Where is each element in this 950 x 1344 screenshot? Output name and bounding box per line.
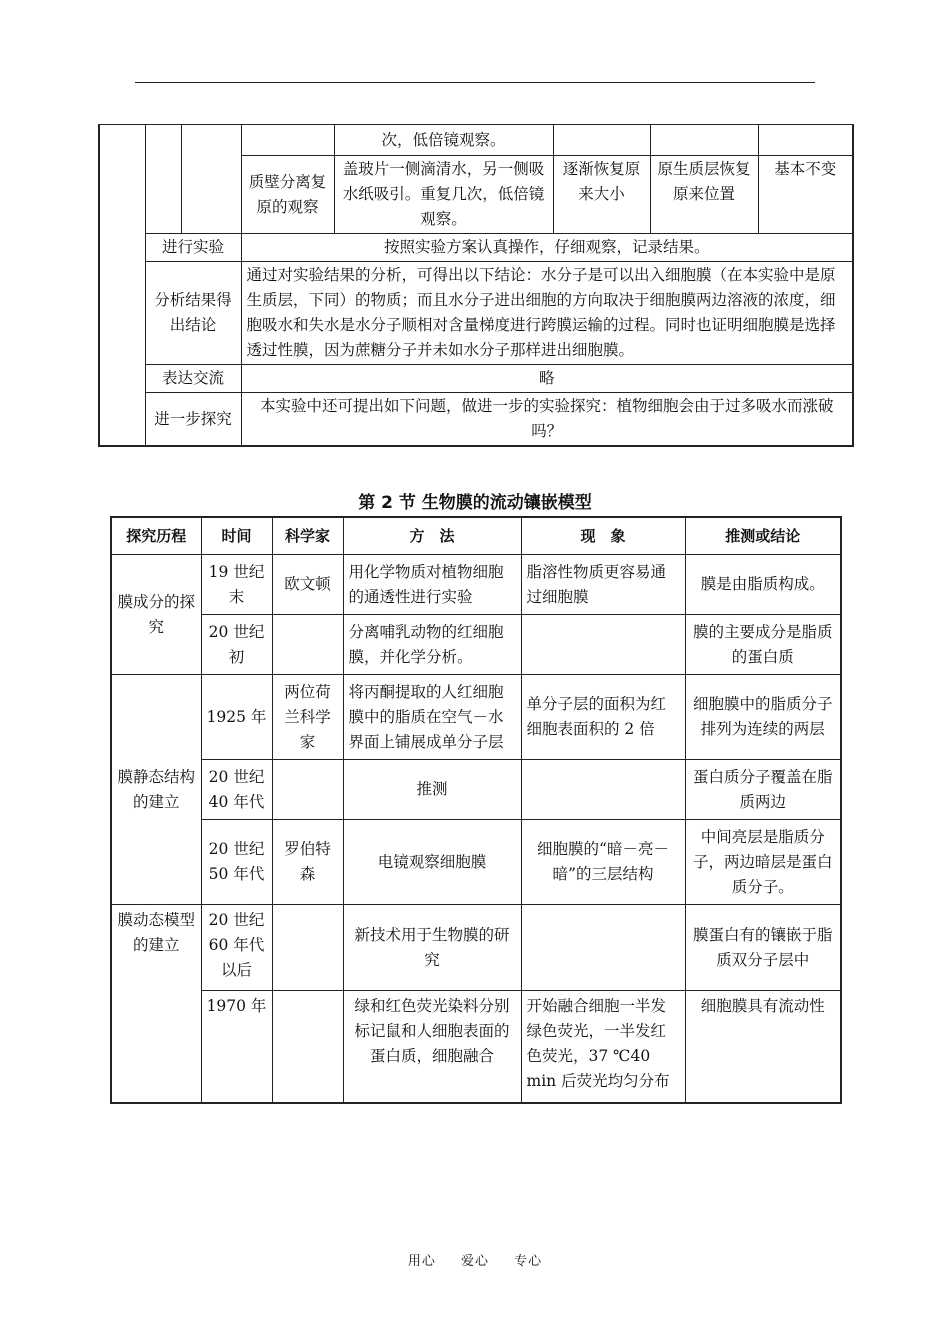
footer-item: 用心 (407, 1254, 436, 1269)
method-cell: 将丙酮提取的人红细胞膜中的脂质在空气－水界面上铺展成单分子层 (343, 675, 521, 760)
cell-size-cell: 基本不变 (758, 156, 853, 234)
phenomenon-cell: 开始融合细胞一半发绿色荧光，一半发红色荧光，37 ℃40 min 后荧光均匀分布 (521, 991, 685, 1103)
section-title: 第 2 节 生物膜的流动镶嵌模型 (358, 493, 592, 513)
row-label: 表达交流 (145, 365, 241, 393)
time-cell: 19 世纪末 (201, 555, 272, 615)
blank-cell (553, 125, 650, 156)
column-header: 科学家 (272, 517, 343, 555)
method-cell: 次，低倍镜观察。 (334, 125, 553, 156)
scientist-cell: 罗伯特森 (272, 820, 343, 905)
outer-left-cell (99, 125, 145, 447)
table-row (111, 615, 841, 675)
table-row (99, 262, 853, 365)
time-cell: 20 世纪 40 年代 (201, 760, 272, 820)
membrane-history-table (110, 516, 842, 1104)
conclusion-cell: 细胞膜具有流动性 (685, 991, 841, 1103)
table-row (111, 991, 841, 1103)
conclusion-cell: 膜蛋白有的镶嵌于脂质双分子层中 (685, 905, 841, 991)
stage-cell: 膜静态结构的建立 (111, 675, 201, 905)
page-footer (0, 1250, 950, 1269)
table-row (99, 393, 853, 447)
footer-item: 爱心 (460, 1254, 489, 1269)
table-row (111, 760, 841, 820)
phenomenon-cell (521, 615, 685, 675)
column-header: 推测或结论 (685, 517, 841, 555)
time-cell: 1970 年 (201, 991, 272, 1103)
table-row (99, 234, 853, 262)
blank-cell (650, 125, 758, 156)
conclusion-cell: 蛋白质分子覆盖在脂质两边 (685, 760, 841, 820)
method-cell: 新技术用于生物膜的研究 (343, 905, 521, 991)
stage-cell: 膜动态模型的建立 (111, 905, 201, 1103)
table-header-row (111, 517, 841, 555)
table-row (111, 905, 841, 991)
blank-cell (241, 125, 334, 156)
time-cell: 20 世纪 50 年代 (201, 820, 272, 905)
conclusion-cell: 中间亮层是脂质分子，两边暗层是蛋白质分子。 (685, 820, 841, 905)
table-row (111, 555, 841, 615)
column-header: 时间 (201, 517, 272, 555)
method-cell: 用化学物质对植物细胞的通透性进行实验 (343, 555, 521, 615)
experiment-table-continued (98, 124, 854, 447)
protoplast-cell: 原生质层恢复原来位置 (650, 156, 758, 234)
footer-item: 专心 (514, 1254, 543, 1269)
blank-cell (145, 125, 181, 234)
row-label: 进行实验 (145, 234, 241, 262)
phenomenon-cell: 单分子层的面积为红细胞表面积的 2 倍 (521, 675, 685, 760)
column-header: 方 法 (343, 517, 521, 555)
method-cell: 盖玻片一侧滴清水，另一侧吸水纸吸引。重复几次，低倍镜观察。 (334, 156, 553, 234)
scientist-cell (272, 991, 343, 1103)
table-row (111, 820, 841, 905)
table-row (99, 125, 853, 156)
phenomenon-cell (521, 905, 685, 991)
phenomenon-cell: 脂溶性物质更容易通过细胞膜 (521, 555, 685, 615)
item-cell: 质壁分离复原的观察 (241, 156, 334, 234)
method-cell: 分离哺乳动物的红细胞膜，并化学分析。 (343, 615, 521, 675)
row-content: 略 (241, 365, 853, 393)
time-cell: 20 世纪初 (201, 615, 272, 675)
scientist-cell: 两位荷兰科学家 (272, 675, 343, 760)
phenomenon-cell (521, 760, 685, 820)
method-cell: 电镜观察细胞膜 (343, 820, 521, 905)
header-rule (135, 82, 815, 83)
blank-cell (758, 125, 853, 156)
method-cell: 推测 (343, 760, 521, 820)
conclusion-cell: 膜的主要成分是脂质的蛋白质 (685, 615, 841, 675)
scientist-cell: 欧文顿 (272, 555, 343, 615)
row-label: 分析结果得出结论 (145, 262, 241, 365)
row-content: 按照实验方案认真操作，仔细观察，记录结果。 (241, 234, 853, 262)
row-label: 进一步探究 (145, 393, 241, 447)
conclusion-cell: 细胞膜中的脂质分子排列为连续的两层 (685, 675, 841, 760)
table-row (111, 675, 841, 760)
scientist-cell (272, 905, 343, 991)
time-cell: 1925 年 (201, 675, 272, 760)
time-cell: 20 世纪 60 年代以后 (201, 905, 272, 991)
blank-cell (181, 125, 241, 234)
table-row (99, 365, 853, 393)
conclusion-cell: 膜是由脂质构成。 (685, 555, 841, 615)
stage-cell: 膜成分的探究 (111, 555, 201, 675)
scientist-cell (272, 760, 343, 820)
row-content: 本实验中还可提出如下问题，做进一步的实验探究：植物细胞会由于过多吸水而涨破吗？ (241, 393, 853, 447)
vacuole-cell: 逐渐恢复原来大小 (553, 156, 650, 234)
row-content: 通过对实验结果的分析，可得出以下结论：水分子是可以出入细胞膜（在本实验中是原生质层，下同）的物质；而且水分子进出细胞的方向取决于细胞膜两边溶液的浓度，细胞吸水和失水是水分子顺相对含量梯度进行跨膜运输的过程。同时也证明细胞膜是选择透过性膜，因为蔗糖分子并未如水分子那样进出细胞膜。 (241, 262, 853, 365)
phenomenon-cell: 细胞膜的“暗－亮－暗”的三层结构 (521, 820, 685, 905)
method-cell: 绿和红色荧光染料分别标记鼠和人细胞表面的蛋白质，细胞融合 (343, 991, 521, 1103)
column-header: 探究历程 (111, 517, 201, 555)
column-header: 现 象 (521, 517, 685, 555)
scientist-cell (272, 615, 343, 675)
